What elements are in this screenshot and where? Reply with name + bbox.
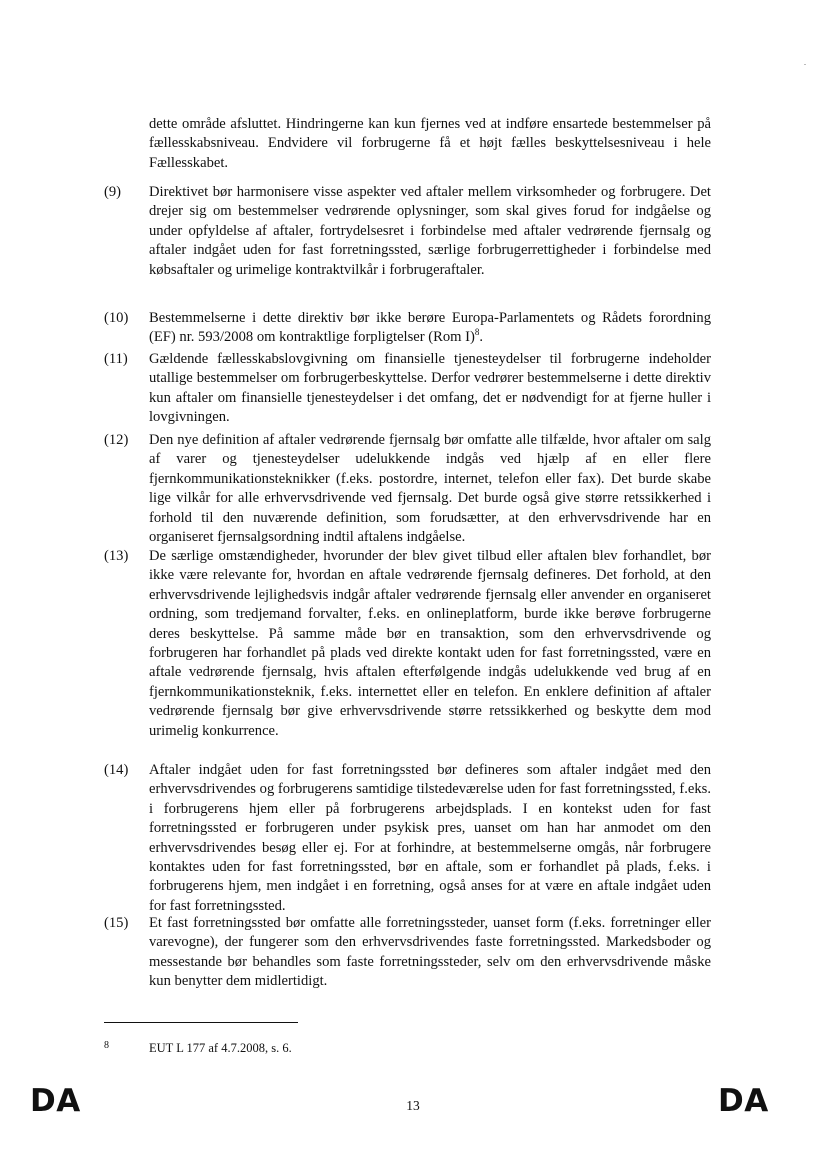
recital-text: Den nye definition af aftaler vedrørende fjernsalg bør omfatte alle tilfælde, hvor aftaler om salg af varer og tjenesteydelser udelukkende indgås ved hjælp af en eller flere fjernkommunikationsteknikker (f.eks. postordre, internet, telefon eller fax). Det burde skabe lige vilkår for alle erhvervsdrivende ved fjernsalg. Det burde også give større retssikkerhed i forhold til den nuværende definition, som forudsætter, at den erhvervsdrivende har en organiseret fjernsalgsordning indtil aftalens indgåelse. (149, 432, 711, 546)
footnote-reference[interactable]: 8 (474, 327, 480, 338)
recital-number: (15) (104, 915, 129, 931)
recital-text-body: Bestemmelserne i dette direktiv bør ikke berøre Europa-Parlamentets og Rådets forordning (EF) nr. 593/2008 om kontraktlige forpligtelser (Rom I) (149, 310, 711, 346)
recital-text: Gældende fællesskabslovgivning om finansielle tjenesteydelser til forbrugerne indeholder utallige bestemmelser om forbrugerbeskyttelse. Derfor vedrører bestemmelserne i dette direktiv kun aftaler om finansielle tjenesteydelser i det omfang, det er nødvendigt for at fjerne huller i lovgivningen. (149, 351, 711, 426)
footnote-text: EUT L 177 af 4.7.2008, s. 6. (149, 1041, 292, 1055)
language-code-right: DA (718, 1083, 769, 1119)
scan-speck (804, 64, 806, 65)
recital-number: (14) (104, 762, 129, 778)
recital-text: Direktivet bør harmonisere visse aspekter ved aftaler mellem virksomheder og forbrugere. Det drejer sig om bestemmelser vedrørende oplysninger, som skal gives forud for indgåelse og under opfyldelse af aftaler, fortrydelsesret i forbindelse med aftaler vedrørende fjernsalg og aftaler indgået uden for fast forretningssted, særlige forbrugerrettigheder i forbindelse med købsaftaler og urimelige kontraktvilkår i forbrugeraftaler. (149, 184, 711, 278)
recital-text: De særlige omstændigheder, hvorunder der blev givet tilbud eller aftalen blev forhandlet, bør ikke være relevante for, hvordan en aftale vedrørende fjernsalg defineres. Det forhold, at den erhvervsdrivende lejlighedsvis indgår aftaler vedrørende fjernsalg eller anvender en organiseret ordning, som tredjemand forvalter, f.eks. en onlineplatform, burde ikke berøve forbrugerne deres beskyttelse. På samme måde bør en transaktion, som den erhvervsdrivende og forbrugeren har forhandlet på plads ved direkte kontakt uden for fast forretningssted, være en aftale vedrørende fjernsalg, hvis aftalen efterfølgende indgås udelukkende ved brug af en fjernkommunikationsteknik, f.eks. internettet eller en telefon. En enklere definition af aftaler vedrørende fjernsalg bør give erhvervsdrivende større retssikkerhed og beskytte dem mod urimelig konkurrence. (149, 548, 711, 739)
recital-text (149, 309, 711, 348)
language-code-left: DA (30, 1083, 81, 1119)
recital-number: (12) (104, 432, 129, 448)
footnote-divider (104, 1022, 298, 1023)
recital-text: Et fast forretningssted bør omfatte alle forretningssteder, uanset form (f.eks. forretninger eller varevogne), der fungerer som den erhvervsdrivendes faste forretningssted. Markedsboder og messestande bør behandles som faste forretningssteder, selv om den erhvervsdrivende måske kun benytter dem midlertidigt. (149, 915, 711, 990)
intro-paragraph: dette område afsluttet. Hindringerne kan kun fjernes ved at indføre ensartede bestemmelser på fællesskabsniveau. Endvidere vil forbrugerne få et højt fælles beskyttelsesniveau i hele Fællesskabet. (149, 116, 711, 171)
recital-number: (13) (104, 548, 129, 564)
footnote-mark: 8 (104, 1040, 109, 1051)
recital-text-end: . (479, 329, 484, 346)
recital-number: (11) (104, 351, 128, 367)
recital-text: Aftaler indgået uden for fast forretningssted bør defineres som aftaler indgået med den erhvervsdrivendes og forbrugerens samtidige tilstedeværelse uden for fast forretningssted, f.eks. i forbrugerens hjem eller på forbrugerens arbejdsplads. I en kontekst uden for fast forretningssted er forbrugeren under psykisk pres, uanset om han har anmodet om den erhvervsdrivendes besøg eller ej. For at forhindre, at bestemmelserne omgås, når forbrugere kontaktes uden for fast forretningssted, bør en aftale, som er forhandlet på plads, f.eks. i forbrugerens hjem, men indgået i en forretning, også anses for at være en aftale indgået uden for fast forretningssted. (149, 762, 711, 914)
recital-number: (9) (104, 184, 122, 200)
recital-number: (10) (104, 310, 129, 326)
page-number: 13 (406, 1098, 420, 1113)
